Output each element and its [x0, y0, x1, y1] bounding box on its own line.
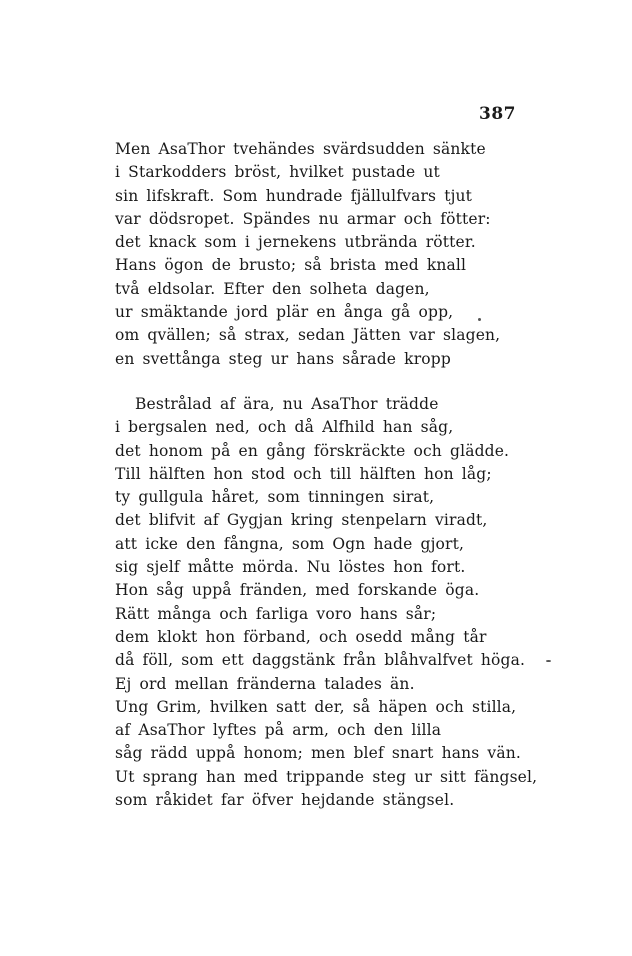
- verse-line: Hans ögon de brusto; så brista med knall: [115, 256, 467, 275]
- verse-line: Men AsaThor tvehändes svärdsudden sänkte: [115, 140, 486, 158]
- verse-line: Ung Grim, hvilken satt der, så häpen och stilla,: [115, 697, 517, 716]
- scan-speck: [478, 318, 481, 321]
- stanza-2: [115, 393, 538, 812]
- verse-line: Ut sprang han med trippande steg ur sitt fängsel,: [115, 767, 538, 786]
- page-number: 387: [479, 104, 516, 124]
- verse-line: det blifvit af Gygjan kring stenpelarn viradt,: [115, 511, 488, 530]
- verse-line: då föll, som ett daggstänk från blåhvalfvet höga.: [115, 651, 526, 670]
- verse-line: ur smäktande jord plär en ånga gå opp,: [115, 303, 454, 322]
- verse-line: i bergsalen ned, och då Alfhild han såg,: [115, 418, 454, 437]
- poem-text: [115, 138, 538, 812]
- verse-line: dem klokt hon förband, och osedd mång tår: [115, 627, 487, 646]
- verse-line: sig sjelf måtte mörda. Nu löstes hon fort.: [115, 558, 466, 577]
- verse-line: Rätt många och farliga voro hans sår;: [115, 604, 437, 623]
- verse-line: det knack som i jernekens utbrända rötter.: [115, 233, 476, 252]
- verse-line: ty gullgula håret, som tinningen sirat,: [115, 488, 435, 507]
- stanza-1: [115, 138, 515, 371]
- verse-line: att icke den fångna, som Ogn hade gjort,: [115, 534, 465, 553]
- verse-line: sin lifskraft. Som hundrade fjällulfvars tjut: [115, 186, 473, 205]
- verse-line: en svettånga steg ur hans sårade kropp: [115, 349, 451, 368]
- verse-line: i Starkodders bröst, hvilket pustade ut: [115, 163, 440, 182]
- verse-line: Ej ord mellan fränderna talades än.: [115, 674, 415, 693]
- verse-line: såg rädd uppå honom; men blef snart hans vän.: [115, 744, 521, 763]
- verse-line: som råkidet far öfver hejdande stängsel.: [115, 791, 455, 810]
- scan-speck: [546, 660, 551, 662]
- verse-line: var dödsropet. Spändes nu armar och fötter:: [115, 209, 491, 228]
- verse-line: af AsaThor lyftes på arm, och den lilla: [115, 721, 442, 740]
- verse-line: två eldsolar. Efter den solheta dagen,: [115, 279, 430, 298]
- verse-line: Hon såg uppå fränden, med forskande öga.: [115, 581, 480, 600]
- verse-line: Bestrålad af ära, nu AsaThor trädde: [135, 394, 439, 413]
- verse-line: om qvällen; så strax, sedan Jätten var slagen,: [115, 326, 501, 345]
- verse-line: Till hälften hon stod och till hälften hon låg;: [115, 464, 492, 483]
- verse-line: det honom på en gång förskräckte och glädde.: [115, 441, 510, 460]
